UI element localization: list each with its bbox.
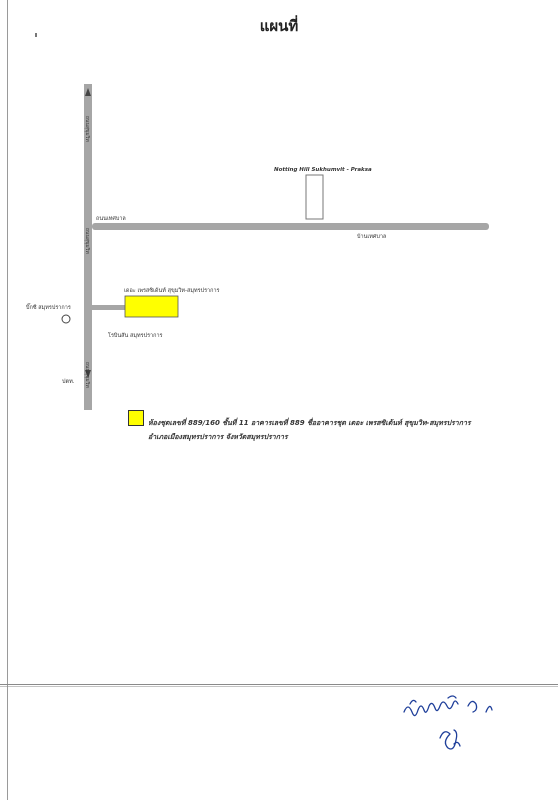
notting-hill-building	[306, 175, 323, 219]
vertical-road-label-bottom: ถนนสุขุมวิท	[84, 362, 90, 388]
legend-line-1: ห้องชุดเลขที่ 889/160 ชั้นที่ 11 อาคารเลขที่ 889 ชื่ออาคารชุด เดอะ เพรสซิเด้นท์ สุขุมวิท-สมุทรปราการ	[148, 419, 471, 427]
big-c-marker	[62, 315, 70, 323]
notting-hill-label: Notting Hill Sukhumvit - Praksa	[274, 167, 372, 173]
scan-line-top	[0, 684, 558, 685]
handwritten-signature	[400, 690, 500, 760]
horizontal-road	[92, 223, 489, 230]
horizontal-road-label: ถนนเทศบาล	[96, 216, 126, 222]
right-area-label: บ้านเทศบาล	[357, 234, 387, 240]
property-marker	[125, 296, 178, 317]
ptt-label: ปตท.	[62, 379, 75, 385]
robinson-label: โรบินสัน สมุทรปราการ	[108, 333, 163, 339]
page-title: แผนที่	[259, 17, 299, 35]
property-label: เดอะ เพรสซิเด้นท์ สุขุมวิท-สมุทรปราการ	[124, 288, 220, 294]
vertical-road-label-mid: ถนนสุขุมวิท	[84, 228, 90, 254]
legend-swatch	[128, 410, 144, 426]
scan-line-bottom	[0, 686, 558, 687]
big-c-label: บิ๊กซี สมุทรปราการ	[26, 305, 71, 311]
vertical-road-label-top: ถนนสุขุมวิท	[84, 116, 90, 142]
spur-road	[92, 305, 126, 310]
legend-line-2: อำเภอเมืองสมุทรปราการ จังหวัดสมุทรปราการ	[148, 433, 288, 441]
